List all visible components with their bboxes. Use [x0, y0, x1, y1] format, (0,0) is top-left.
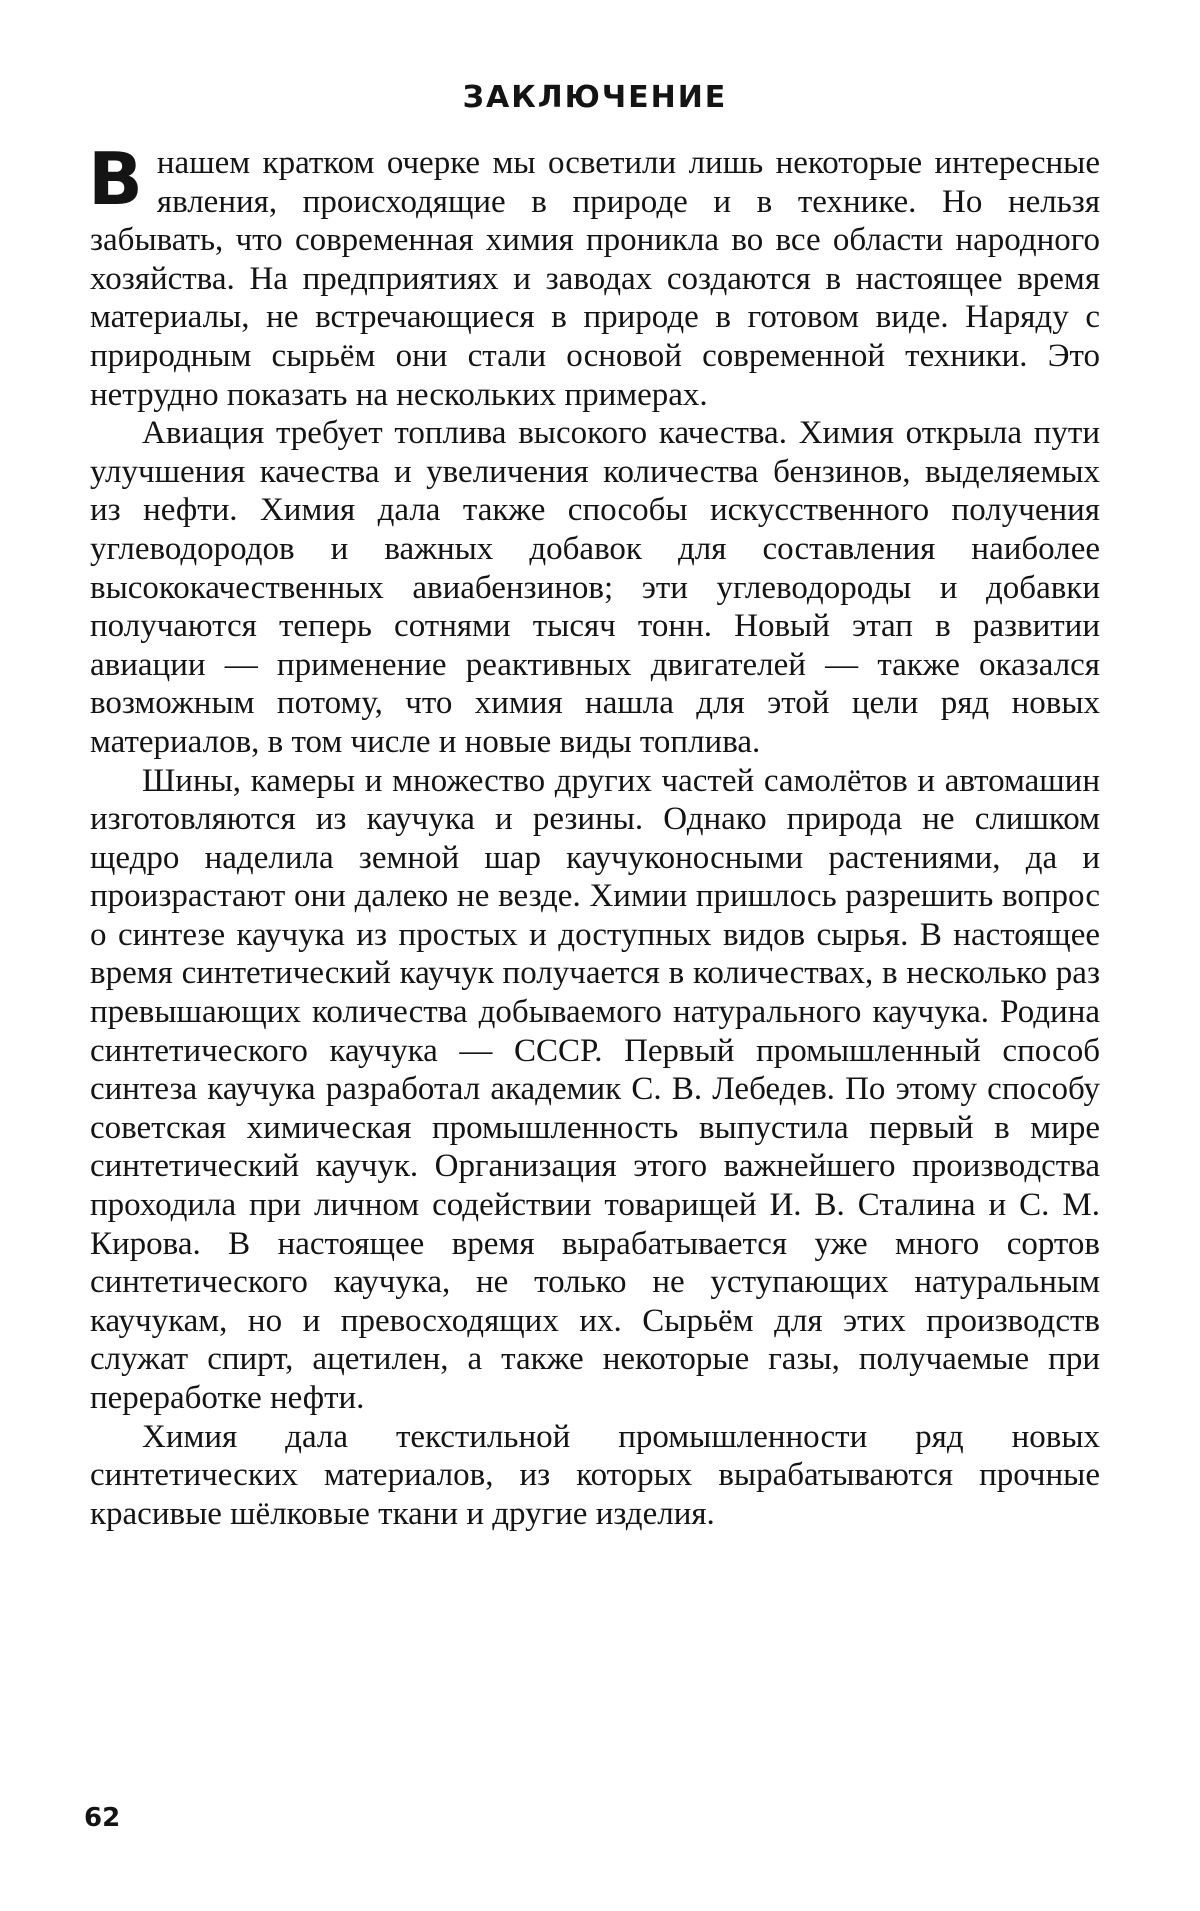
- chapter-heading: ЗАКЛЮЧЕНИЕ: [462, 80, 728, 115]
- paragraph-1-text: нашем кратком очерке мы осветили лишь некоторые интересные явления, происходящие в природе и в технике. Но нельзя забывать, что современная химия проникла во все области народного хозяйства. На предприятиях и заводах создаются в настоящее время материалы, не встречающиеся в природе в готовом виде. Наряду с природным сырьём они стали основой современной техники. Это нетрудно показать на нескольких примерах.: [90, 145, 1100, 413]
- page-number: 62: [84, 1803, 121, 1833]
- paragraph-2: Авиация требует топлива высокого качества. Химия открыла пути улучшения качества и увеличения количества бензинов, выделяемых из нефти. Химия дала также способы искусственного получения углеводородов и важных добавок для составления наиболее высококачественных авиабензинов; эти углеводороды и добавки получаются теперь сотнями тысяч тонн. Новый этап в развитии авиации — применение реактивных двигателей — также оказался возможным потому, что химия нашла для этой цели ряд новых материалов, в том числе и новые виды топлива.: [90, 415, 1100, 760]
- page-body: [90, 80, 1100, 1860]
- paragraph-4: Химия дала текстильной промышленности ряд новых синтетических материалов, из которых вырабатываются прочные красивые шёлковые ткани и другие изделия.: [90, 1418, 1100, 1532]
- paragraph-3: Шины, камеры и множество других частей самолётов и автомашин изготовляются из каучука и резины. Однако природа не слишком щедро наделила земной шар каучуконосными растениями, да и произрастают они далеко не везде. Химии пришлось разрешить вопрос о синтезе каучука из простых и доступных видов сырья. В настоящее время синтетический каучук получается в количествах, в несколько раз превышающих количества добываемого натурального каучука. Родина синтетического каучука — СССР. Первый промышленный способ синтеза каучука разработал академик С. В. Лебедев. По этому способу советская химическая промышленность выпустила первый в мире синтетический каучук. Организация этого важнейшего производства проходила при личном содействии товарищей И. В. Сталина и С. М. Кирова. В настоящее время вырабатывается уже много сортов синтетического каучука, не только не уступающих натуральным каучукам, но и превосходящих их. Сырьём для этих производств служат спирт, ацетилен, а также некоторые газы, получаемые при переработке нефти.: [90, 762, 1100, 1416]
- paragraph-1: [88, 137, 1100, 414]
- drop-cap: В: [88, 137, 143, 221]
